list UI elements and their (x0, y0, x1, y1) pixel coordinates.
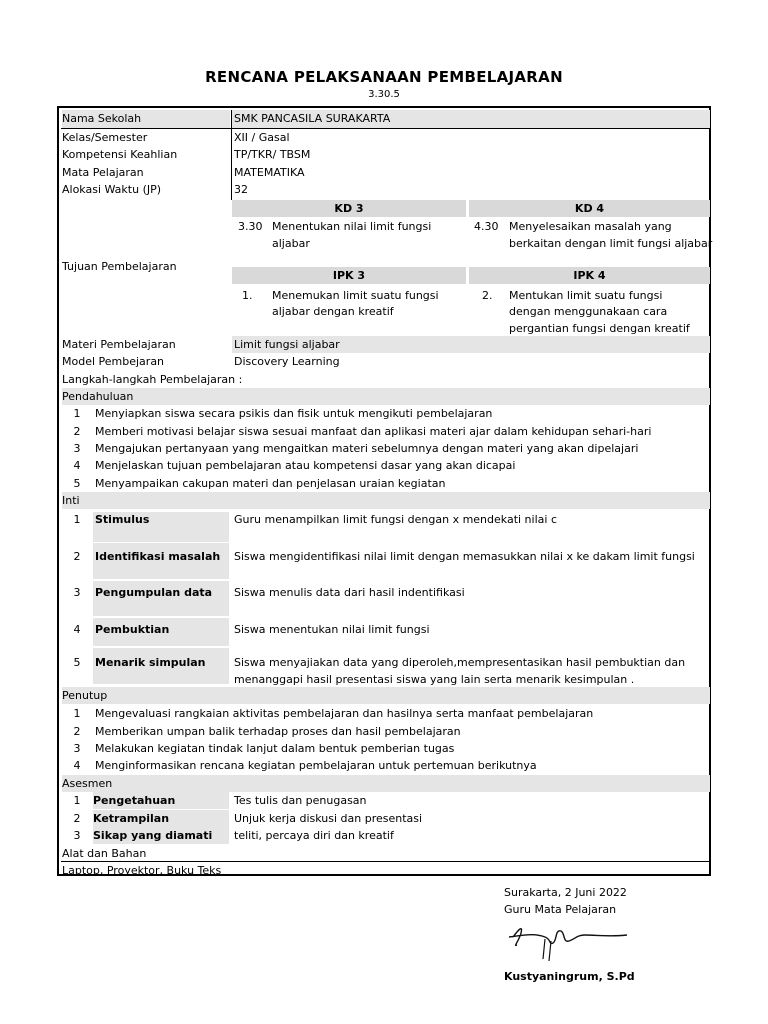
penutup-number: 4 (73, 759, 81, 772)
penutup-label: Penutup (62, 687, 710, 704)
inti-number: 5 (73, 656, 81, 669)
penutup-number: 3 (73, 742, 81, 755)
pendahuluan-label: Pendahuluan (62, 388, 710, 405)
pendahuluan-item: Mengajukan pertanyaan yang mengaitkan materi sebelumnya dengan materi yang akan dipelajari (95, 442, 639, 455)
inti-activity: Siswa menentukan nilai limit fungsi (234, 623, 430, 636)
handwritten-signature (505, 915, 635, 963)
ipk3-number: 1. (242, 289, 253, 302)
asesmen-type: Sikap yang diamati (93, 827, 229, 844)
info-label: Alokasi Waktu (JP) (62, 183, 162, 196)
asesmen-number: 1 (73, 794, 81, 807)
signature-name: Kustyaningrum, S.Pd (504, 970, 635, 983)
kd4-header: KD 4 (469, 200, 710, 217)
pendahuluan-item: Menyiapkan siswa secara psikis dan fisik untuk mengikuti pembelajaran (95, 407, 493, 420)
kd3-text-2: aljabar (272, 237, 310, 250)
info-label: Mata Pelajaran (62, 166, 144, 179)
inti-step: Pembuktian (95, 623, 170, 636)
ipk4-text-3: pergantian fungsi dengan kreatif (509, 322, 690, 335)
asesmen-label: Asesmen (62, 775, 710, 792)
info-value: XII / Gasal (234, 131, 290, 144)
model-label: Model Pembejaran (62, 355, 165, 368)
penutup-number: 1 (73, 707, 81, 720)
inti-number: 2 (73, 550, 81, 563)
ipk4-number: 2. (482, 289, 493, 302)
info-value: 32 (234, 183, 248, 196)
inti-activity: Siswa mengidentifikasi nilai limit dengan memasukkan nilai x ke dakam limit fungsi (234, 550, 695, 563)
pendahuluan-number: 4 (73, 459, 81, 472)
inti-label: Inti (62, 492, 710, 509)
asesmen-text: Unjuk kerja diskusi dan presentasi (234, 812, 423, 825)
inti-number: 4 (73, 623, 81, 636)
info-label: Kelas/Semester (62, 131, 148, 144)
asesmen-type: Ketrampilan (93, 810, 229, 827)
inti-number: 3 (73, 586, 81, 599)
kd3-number: 3.30 (238, 220, 263, 233)
signature-role: Guru Mata Pelajaran (504, 903, 617, 916)
inti-activity: Siswa menulis data dari hasil indentifikasi (234, 586, 465, 599)
penutup-item: Mengevaluasi rangkaian aktivitas pembelajaran dan hasilnya serta manfaat pembelajaran (95, 707, 594, 720)
materi-value: Limit fungsi aljabar (232, 336, 710, 353)
pendahuluan-item: Memberi motivasi belajar siswa sesuai manfaat dan aplikasi materi ajar dalam kehidupan sehari-hari (95, 425, 652, 438)
row-divider (61, 861, 711, 862)
asesmen-number: 2 (73, 812, 81, 825)
info-label: Nama Sekolah (62, 110, 230, 128)
inti-activity: menanggapi hasil presentasi siswa yang lain serta menarik kesimpulan . (234, 673, 635, 686)
inti-step: Menarik simpulan (95, 656, 206, 669)
info-label: Kompetensi Keahlian (62, 148, 178, 161)
row-divider (61, 128, 711, 129)
inti-step: Stimulus (95, 513, 150, 526)
ipk3-text-1: Menemukan limit suatu fungsi (272, 289, 439, 302)
penutup-item: Memberikan umpan balik terhadap proses dan hasil pembelajaran (95, 725, 461, 738)
ipk4-text-1: Mentukan limit suatu fungsi (509, 289, 663, 302)
kd3-text-1: Menentukan nilai limit fungsi (272, 220, 432, 233)
document-title: RENCANA PELAKSANAAN PEMBELAJARAN (205, 68, 563, 86)
penutup-number: 2 (73, 725, 81, 738)
ipk3-header: IPK 3 (232, 267, 466, 284)
info-value: TP/TKR/ TBSM (234, 148, 311, 161)
pendahuluan-number: 3 (73, 442, 81, 455)
signature-place-date: Surakarta, 2 Juni 2022 (504, 886, 627, 899)
kd4-text-1: Menyelesaikan masalah yang (509, 220, 672, 233)
asesmen-number: 3 (73, 829, 81, 842)
kd3-header: KD 3 (232, 200, 466, 217)
penutup-item: Melakukan kegiatan tindak lanjut dalam bentuk pemberian tugas (95, 742, 455, 755)
ipk4-text-2: dengan menggunakaan cara (509, 305, 668, 318)
asesmen-type: Pengetahuan (93, 792, 229, 809)
tujuan-label: Tujuan Pembelajaran (62, 260, 177, 273)
info-value: MATEMATIKA (234, 166, 305, 179)
pendahuluan-number: 2 (73, 425, 81, 438)
inti-activity: Siswa menyajiakan data yang diperoleh,mempresentasikan hasil pembuktian dan (234, 656, 686, 669)
kd4-number: 4.30 (474, 220, 499, 233)
inti-number: 1 (73, 513, 81, 526)
pendahuluan-item: Menjelaskan tujuan pembelajaran atau kompetensi dasar yang akan dicapai (95, 459, 516, 472)
pendahuluan-number: 1 (73, 407, 81, 420)
rpp-table (57, 106, 711, 876)
pendahuluan-number: 5 (73, 477, 81, 490)
alat-value: Laptop, Proyektor, Buku Teks (62, 864, 222, 877)
inti-activity: Guru menampilkan limit fungsi dengan x mendekati nilai c (234, 513, 557, 526)
materi-label: Materi Pembelajaran (62, 338, 176, 351)
model-value: Discovery Learning (234, 355, 340, 368)
asesmen-text: Tes tulis dan penugasan (234, 794, 367, 807)
inti-step: Identifikasi masalah (95, 550, 221, 563)
inti-step: Pengumpulan data (95, 586, 213, 599)
asesmen-text: teliti, percaya diri dan kreatif (234, 829, 394, 842)
pendahuluan-item: Menyampaikan cakupan materi dan penjelasan uraian kegiatan (95, 477, 446, 490)
info-value: SMK PANCASILA SURAKARTA (232, 110, 710, 128)
langkah-label: Langkah-langkah Pembelajaran : (62, 373, 243, 386)
document-code: 3.30.5 (368, 89, 400, 100)
kd4-text-2: berkaitan dengan limit fungsi aljabar (509, 237, 713, 250)
penutup-item: Menginformasikan rencana kegiatan pembelajaran untuk pertemuan berikutnya (95, 759, 537, 772)
column-divider (231, 110, 232, 200)
ipk3-text-2: aljabar dengan kreatif (272, 305, 394, 318)
alat-label: Alat dan Bahan (62, 847, 147, 860)
ipk4-header: IPK 4 (469, 267, 710, 284)
